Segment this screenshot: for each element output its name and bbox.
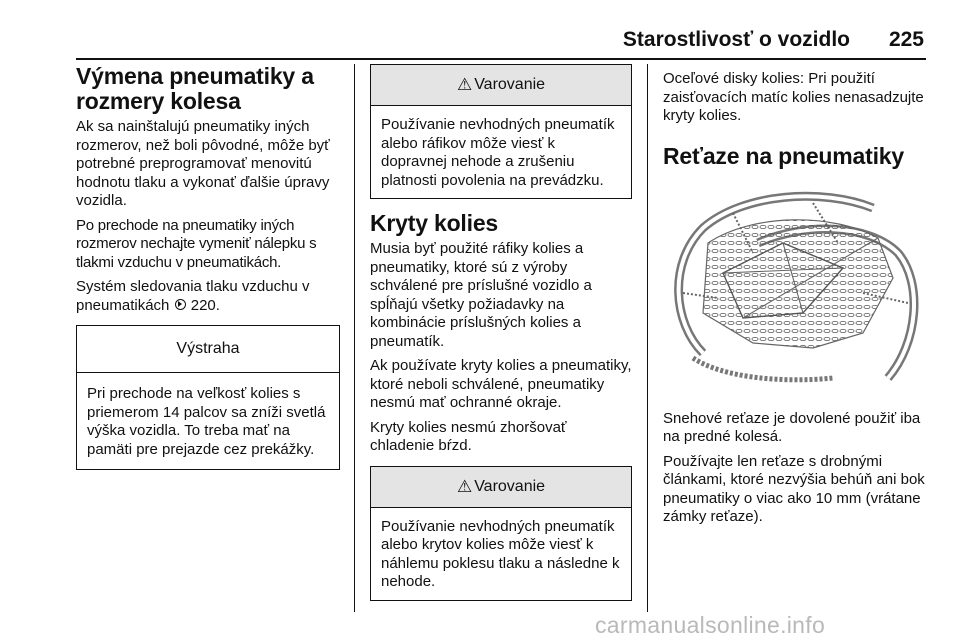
page-reference-link[interactable]: 220. (190, 296, 220, 314)
paragraph-text: Systém sledovania tlaku vzduchu v pneumatikách (76, 278, 310, 314)
warning-title: Varovanie (474, 76, 546, 93)
paragraph: Ak používate kryty kolies a pneumatiky, ktoré neboli schválené, pneumatiky nesmú mať ochranné okraje. (370, 357, 632, 411)
column-right (663, 70, 931, 533)
paragraph: Musia byť použité ráfiky kolies a pneumatiky, ktoré sú z výroby schválené pre príslušné vozidlo a spĺňajú všetky požiadavky na kombinácie príslušných kolies a pneumatík. (370, 240, 592, 350)
column-left (76, 64, 340, 470)
header-rule (76, 58, 926, 60)
warning-header (371, 467, 631, 508)
column-divider (354, 64, 355, 612)
warning-title: Varovanie (474, 477, 546, 495)
paragraph: Ak sa nainštalujú pneumatiky iných rozmerov, než boli pôvodné, môže byť potrebné preprogramovať menovitú hodnotu tlaku a vykonať ďalšie úpravy vozidla. (76, 118, 330, 209)
snow-chains-illustration (663, 183, 925, 389)
warning-triangle-icon: ⚠ (456, 75, 473, 94)
heading-snow-chains: Reťaze na pneumatiky (663, 142, 904, 169)
notice-title: Výstraha (77, 326, 339, 373)
paragraph: Kryty kolies nesmú zhoršovať chladenie bŕzd. (370, 418, 567, 454)
paragraph: Po prechode na pneumatiky iných rozmerov nechajte vymeniť nálepku s tlakmi vzduchu v pneumatikách. (76, 216, 317, 271)
heading-tire-change: Výmena pneumatiky a rozmery kolesa (76, 63, 314, 114)
warning-box (370, 466, 632, 601)
warning-box (370, 64, 632, 199)
paragraph: Snehové reťaze je dovolené použiť iba na predné kolesá. (663, 409, 921, 445)
warning-body: Používanie nevhodných pneumatík alebo krytov kolies môže viesť k náhlemu poklesu tlaku a následne k nehode. (381, 517, 620, 590)
watermark: carmanualsonline.info (595, 612, 826, 638)
page-reference-arrow-icon (175, 299, 186, 310)
column-middle (370, 64, 632, 601)
section-title: Starostlivosť o vozidlo (622, 28, 850, 51)
notice-body: Pri prechode na veľkosť kolies s priemerom 14 palcov sa zníži svetlá výška vozidla. To treba mať na pamäti pre prejazde cez prekážky. (87, 385, 326, 458)
paragraph-with-reference (76, 278, 340, 315)
paragraph: Oceľové disky kolies: Pri použití zaisťovacích matíc kolies nenasadzujte kryty kolies. (663, 70, 924, 124)
paragraph: Používajte len reťaze s drobnými článkami, ktoré nezvýšia behúň ani bok pneumatiky o viac ako 10 mm (vrátane zámky reťaze). (663, 452, 925, 525)
page-number: 225 (888, 28, 924, 51)
notice-box (76, 325, 340, 470)
warning-body: Používanie nevhodných pneumatík alebo ráfikov môže viesť k dopravnej nehode a zrušeniu platnosti povolenia na prevádzku. (381, 116, 615, 189)
page-header (0, 28, 960, 58)
warning-triangle-icon: ⚠ (456, 476, 473, 496)
column-divider (647, 64, 648, 612)
heading-wheel-covers: Kryty kolies (370, 210, 498, 236)
warning-header (371, 65, 631, 106)
